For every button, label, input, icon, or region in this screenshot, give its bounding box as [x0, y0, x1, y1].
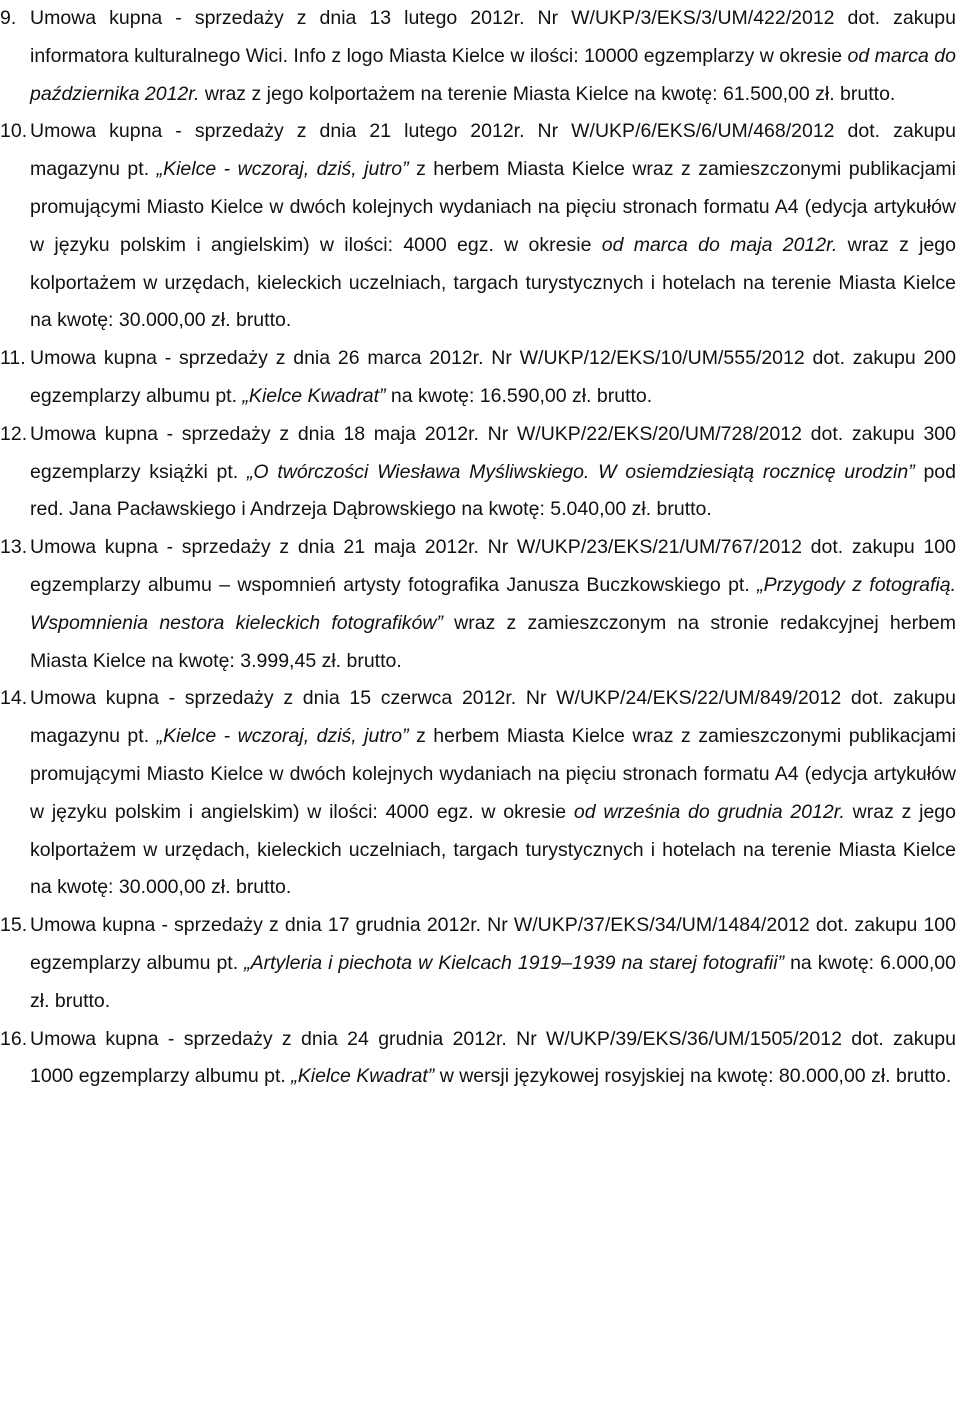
list-item — [0, 680, 960, 907]
list-item — [0, 416, 960, 529]
item-text: wraz z zamieszczonym na stronie redakcyjnej herbem Miasta Kielce na kwotę: 3.999,45 zł. brutto. — [30, 611, 957, 672]
item-text: pod red. Jana Pacławskiego i Andrzeja Dąbrowskiego na kwotę: 5.040,00 zł. brutto. — [30, 460, 957, 521]
item-italic-text: od marca do października 2012r. — [30, 44, 956, 105]
item-text: Umowa kupna - sprzedaży z dnia 21 lutego 2012r. Nr W/UKP/6/EKS/6/UM/468/2012 dot. zakupu magazynu pt. — [30, 120, 956, 181]
item-number: 13. — [0, 536, 28, 559]
item-text: na kwotę: 6.000,00 zł. brutto. — [30, 951, 956, 1012]
item-italic-text: „Kielce - wczoraj, dziś, jutro” — [156, 158, 409, 181]
item-text: w wersji językowej rosyjskiej na kwotę: 80.000,00 zł. brutto. — [434, 1065, 952, 1088]
list-item — [0, 0, 960, 113]
list-item — [0, 1021, 960, 1097]
item-number: 12. — [0, 422, 28, 445]
list-item — [0, 113, 960, 340]
item-number: 10. — [0, 120, 28, 143]
item-text: na kwotę: 16.590,00 zł. brutto. — [385, 384, 653, 407]
item-italic-text: „Kielce - wczoraj, dziś, jutro” — [156, 725, 409, 748]
item-italic-text: „Kielce Kwadrat” — [242, 384, 386, 407]
item-text: wraz z jego kolportażem w urzędach, kieleckich uczelniach, targach turystycznych i hotelach na terenie Miasta Kielce na kwotę: 30.000,00 zł. brutto. — [30, 800, 956, 899]
item-text: Umowa kupna - sprzedaży z dnia 13 lutego 2012r. Nr W/UKP/3/EKS/3/UM/422/2012 dot. zakupu informatora kulturalnego Wici. Info z logo Miasta Kielce w ilości: 10000 egzemplarzy w okresie — [30, 7, 956, 67]
item-text: Umowa kupna - sprzedaży z dnia 17 grudnia 2012r. Nr W/UKP/37/EKS/34/UM/1484/2012 dot. zakupu 100 egzemplarzy albumu pt. — [30, 914, 956, 974]
item-text: Umowa kupna - sprzedaży z dnia 21 maja 2012r. Nr W/UKP/23/EKS/21/UM/767/2012 dot. zakupu 100 egzemplarzy albumu – wspomnień artysty fotografika Janusza Buczkowskiego pt. — [30, 536, 956, 596]
item-italic-text: „Przygody z fotografią. Wspomnienia nestora kieleckich fotografików” — [30, 573, 956, 634]
item-text: z herbem Miasta Kielce wraz z zamieszczonymi publikacjami promującymi Miasto Kielce w dwóch kolejnych wydaniach na pięciu stronach formatu A4 (edycja artykułów w języku polskim i angielskim) w ilości: 4000 egz. w okresie — [30, 725, 957, 823]
item-text: wraz z jego kolportażem w urzędach, kieleckich uczelniach, targach turystycznych i hotelach na terenie Miasta Kielce na kwotę: 30.000,00 zł. brutto. — [30, 233, 956, 332]
list-item — [0, 529, 960, 680]
item-text: Umowa kupna - sprzedaży z dnia 18 maja 2012r. Nr W/UKP/22/EKS/20/UM/728/2012 dot. zakupu 300 egzemplarzy książki pt. — [30, 422, 956, 483]
item-number: 9. — [0, 7, 17, 29]
item-number: 16. — [0, 1027, 28, 1050]
item-italic-text: od marca do maja 2012r. — [601, 233, 838, 256]
list-item — [0, 340, 960, 416]
item-text: wraz z jego kolportażem na terenie Miasta Kielce na kwotę: 61.500,00 zł. brutto. — [199, 82, 896, 105]
item-number: 11. — [0, 347, 26, 370]
item-text: Umowa kupna - sprzedaży z dnia 26 marca 2012r. Nr W/UKP/12/EKS/10/UM/555/2012 dot. zakupu 200 egzemplarzy albumu pt. — [30, 347, 956, 407]
item-italic-text: „Artyleria i piechota w Kielcach 1919–1939 na starej fotografii” — [244, 951, 785, 974]
item-text: Umowa kupna - sprzedaży z dnia 15 czerwca 2012r. Nr W/UKP/24/EKS/22/UM/849/2012 dot. zakupu magazynu pt. — [30, 687, 956, 748]
item-number: 15. — [0, 914, 28, 937]
item-italic-text: od września do grudnia 2012r. — [573, 800, 845, 823]
item-text: z herbem Miasta Kielce wraz z zamieszczonymi publikacjami promującymi Miasto Kielce w dwóch kolejnych wydaniach na pięciu stronach formatu A4 (edycja artykułów w języku polskim i angielskim) w ilości: 4000 egz. w okresie — [30, 158, 957, 256]
item-italic-text: „O twórczości Wiesława Myśliwskiego. W osiemdziesiątą rocznicę urodzin” — [246, 460, 915, 483]
list-item — [0, 907, 960, 1020]
item-number: 14. — [0, 687, 28, 710]
item-text: Umowa kupna - sprzedaży z dnia 24 grudnia 2012r. Nr W/UKP/39/EKS/36/UM/1505/2012 dot. zakupu 1000 egzemplarzy albumu pt. — [30, 1027, 956, 1088]
item-italic-text: „Kielce Kwadrat” — [291, 1065, 435, 1088]
